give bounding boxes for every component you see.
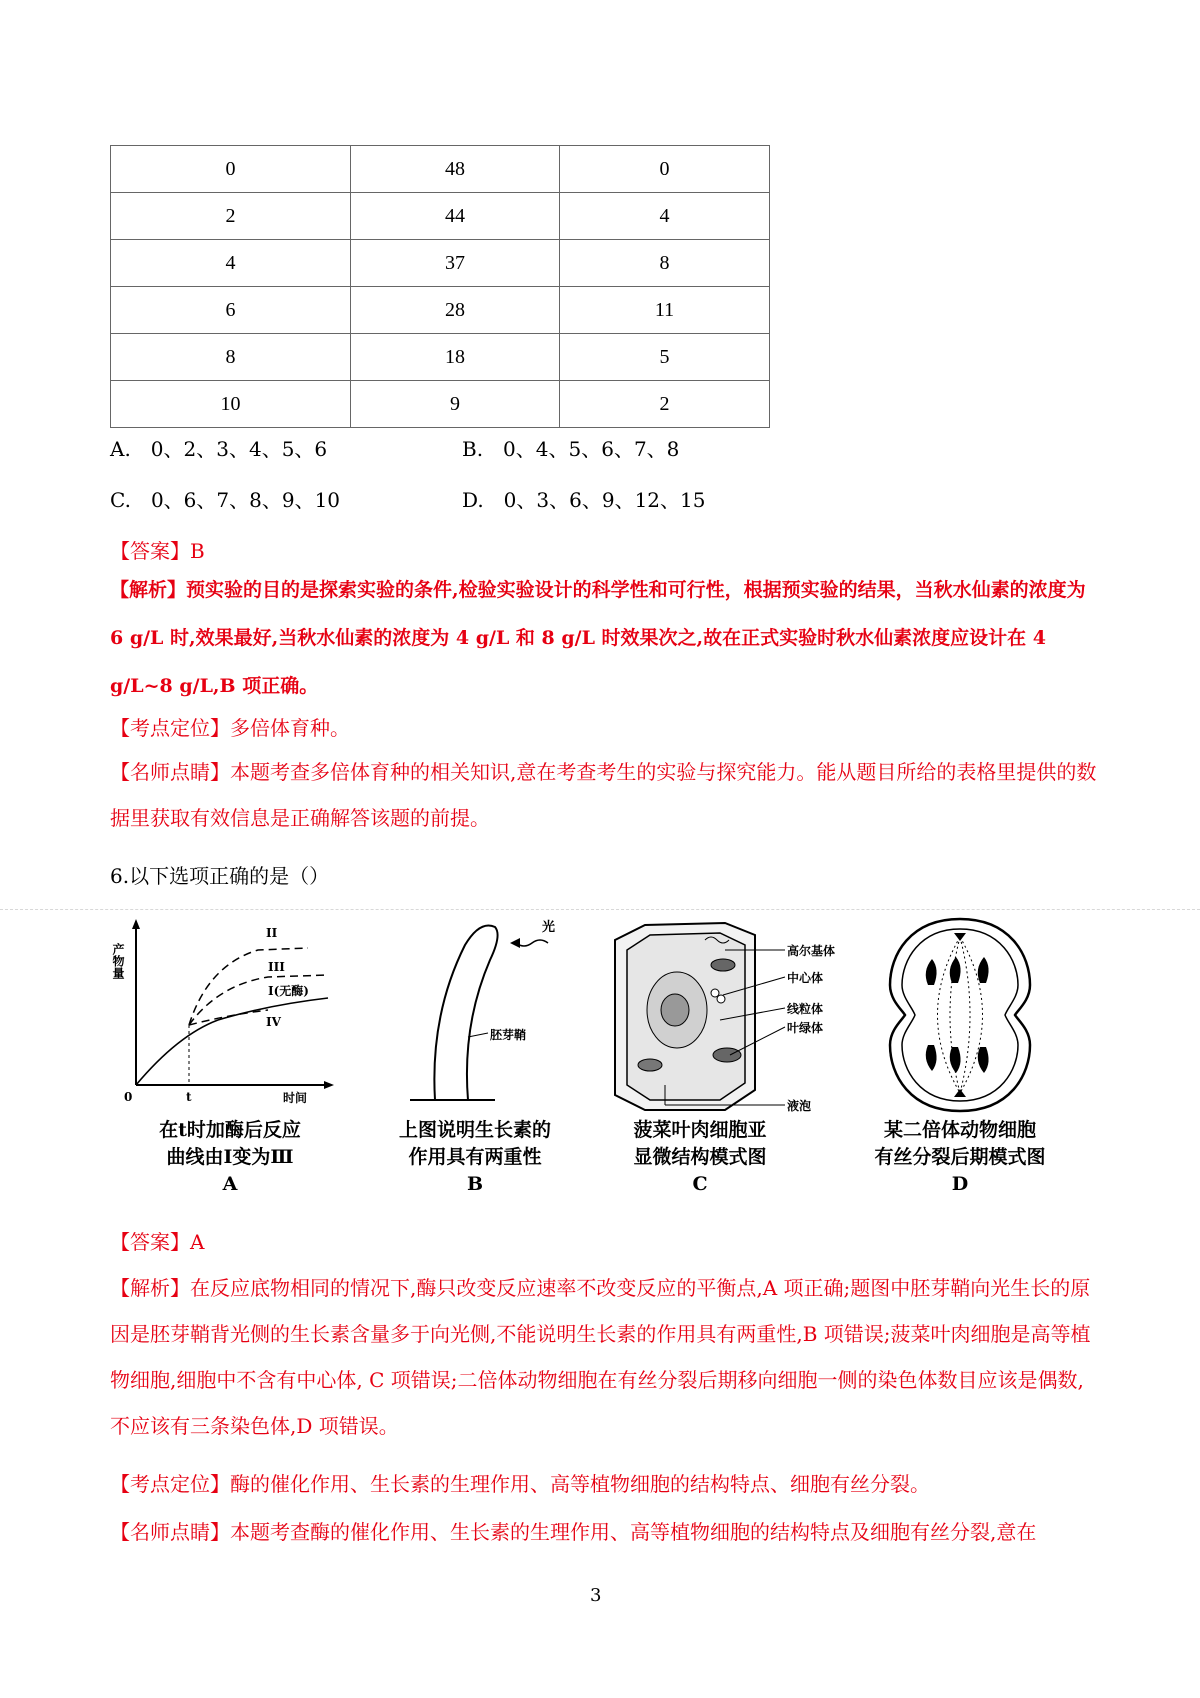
table-row [111, 287, 770, 334]
figure-a-letter: A [222, 1173, 238, 1195]
table-cell: 0 [560, 146, 770, 193]
q6-analysis: 【解析】在反应底物相同的情况下,酶只改变反应速率不改变反应的平衡点,A 项正确;题图中胚芽鞘向光生长的原因是胚芽鞘背光侧的生长素含量多于向光侧,不能说明生长素的作用具有两重性,B 项错误;菠菜叶肉细胞是高等植物细胞,细胞中不含有中心体, C 项错误;二倍体动物细胞在有丝分裂后期移向细胞一侧的染色体数目应该是偶数,不应该有三条染色体,D 项错误。 [110, 1276, 1091, 1438]
coleoptile-label: 胚芽鞘 [490, 1028, 527, 1042]
q5-tip: 【名师点睛】本题考查多倍体育种的相关知识,意在考查考生的实验与探究能力。能从题目所给的表格里提供的数据里获取有效信息是正确解答该题的前提。 [110, 760, 1097, 830]
figure-b-caption-2: 作用具有两重性 [408, 1146, 542, 1168]
table-row [111, 334, 770, 381]
table-cell: 48 [351, 146, 560, 193]
table-cell: 6 [111, 287, 351, 334]
label-chloroplast: 叶绿体 [787, 1021, 824, 1035]
q6-point: 【考点定位】酶的催化作用、生长素的生理作用、高等植物细胞的结构特点、细胞有丝分裂。 [110, 1472, 930, 1496]
figure-d-dividing-cell [880, 915, 1040, 1115]
graph-t-label: t [186, 1090, 192, 1104]
curve-i-label: I(无酶) [268, 984, 309, 998]
q6-question: 6.以下选项正确的是（） [110, 864, 330, 888]
table-cell: 5 [560, 334, 770, 381]
graph-xlabel: 时间 [283, 1091, 308, 1105]
table-cell: 10 [111, 381, 351, 428]
table-cell: 44 [351, 193, 560, 240]
label-mitochondrion: 线粒体 [787, 1002, 824, 1016]
figure-b-letter: B [466, 1173, 484, 1195]
q5-answer: 【答案】B [110, 539, 205, 563]
table-cell: 11 [560, 287, 770, 334]
curve-i [136, 998, 328, 1085]
figure-c-letter: C [692, 1173, 708, 1195]
table-row [111, 240, 770, 287]
option-d: D. 0、3、6、9、12、15 [462, 488, 706, 512]
figure-a-caption-1: 在t时加酶后反应 [159, 1119, 301, 1141]
figure-b-coleoptile [390, 915, 580, 1115]
table-cell: 8 [111, 334, 351, 381]
table-cell: 28 [351, 287, 560, 334]
table-cell: 18 [351, 334, 560, 381]
table-cell: 9 [351, 381, 560, 428]
table-cell: 4 [111, 240, 351, 287]
page-divider [0, 909, 1200, 910]
figure-d-letter: D [951, 1173, 969, 1195]
figure-d-caption-2: 有丝分裂后期模式图 [874, 1146, 1046, 1168]
page-number: 3 [590, 1585, 602, 1606]
table-cell: 37 [351, 240, 560, 287]
option-a: A. 0、2、3、4、5、6 [110, 437, 328, 461]
curve-iii-label: III [268, 960, 285, 974]
label-golgi: 高尔基体 [787, 944, 836, 958]
figure-a-caption-2: 曲线由Ⅰ变为Ⅲ [166, 1146, 294, 1168]
table-cell: 8 [560, 240, 770, 287]
graph-origin: 0 [124, 1090, 133, 1104]
q5-analysis: 【解析】预实验的目的是探索实验的条件,检验实验设计的科学性和可行性，根据预实验的结果，当秋水仙素的浓度为 6 g/L 时,效果最好,当秋水仙素的浓度为 4 g/L 和 8 g/L 时效果次之,故在正式实验时秋水仙素浓度应设计在 4 g/L~8 g/L,B 项正确。 [110, 579, 1086, 697]
table-cell: 4 [560, 193, 770, 240]
figure-c-caption-1: 菠菜叶肉细胞亚 [633, 1119, 767, 1141]
graph-ylabel: 产物量 [111, 943, 125, 979]
q6-answer: 【答案】A [110, 1230, 205, 1254]
table-cell: 2 [560, 381, 770, 428]
data-table [110, 145, 770, 428]
figure-c-caption-2: 显微结构模式图 [633, 1146, 767, 1168]
figure-c-cell [605, 915, 855, 1115]
figure-d-caption-1: 某二倍体动物细胞 [883, 1119, 1036, 1141]
option-b: B. 0、4、5、6、7、8 [462, 437, 680, 461]
table-row [111, 193, 770, 240]
curve-ii-label: II [266, 926, 278, 940]
figure-a-graph [111, 915, 338, 1105]
curve-iv-label: IV [266, 1015, 281, 1029]
figure-b-caption-1: 上图说明生长素的 [398, 1119, 551, 1141]
table-cell: 2 [111, 193, 351, 240]
option-c: C. 0、6、7、8、9、10 [110, 488, 341, 512]
label-centrosome: 中心体 [787, 971, 824, 985]
label-vacuole: 液泡 [787, 1099, 812, 1113]
light-label: 光 [542, 920, 556, 935]
table-row [111, 381, 770, 428]
q6-tip: 【名师点睛】本题考查酶的催化作用、生长素的生理作用、高等植物细胞的结构特点及细胞有丝分裂,意在 [110, 1520, 1037, 1544]
q5-point: 【考点定位】多倍体育种。 [110, 716, 350, 740]
table-row [111, 146, 770, 193]
table-cell: 0 [111, 146, 351, 193]
